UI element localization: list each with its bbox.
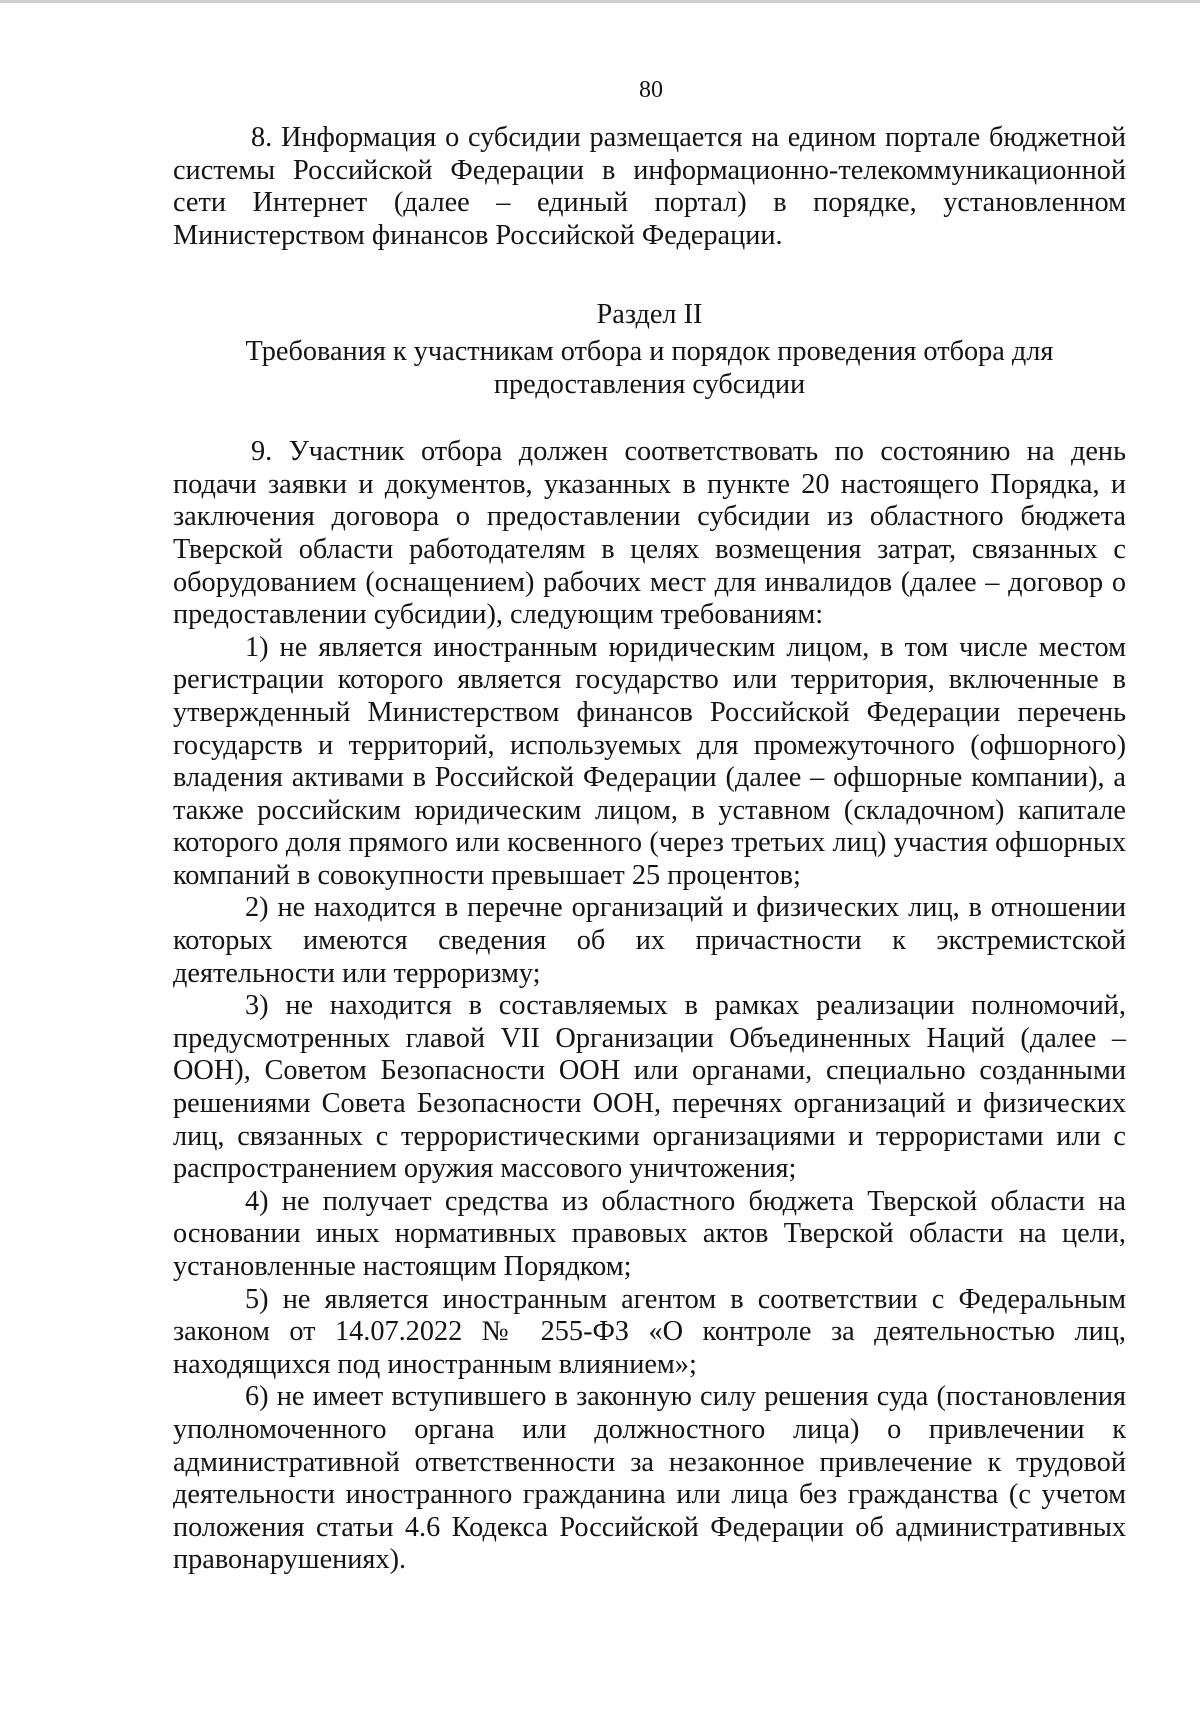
- requirement-item-2: 2) не находится в перечне организаций и физических лиц, в отношении которых имеются сведения об их причастности к экстремистской деятельности или терроризму;: [173, 892, 1126, 989]
- page-number: 80: [639, 77, 663, 103]
- scan-edge-line: [0, 0, 1200, 3]
- paragraph-9: 9. Участник отбора должен соответствовать по состоянию на день подачи заявки и документов, указанных в пункте 20 настоящего Порядка, и заключения договора о предоставлении субсидии из областного бюджета Тверской области работодателям в целях возмещения затрат, связанных с оборудованием (оснащением) рабочих мест для инвалидов (далее – договор о предоставлении субсидии), следующим требованиям:: [173, 436, 1126, 631]
- section-heading: [173, 299, 1126, 401]
- section-label: Раздел II: [596, 299, 703, 331]
- paragraph-8: 8. Информация о субсидии размещается на едином портале бюджетной системы Российской Федерации в информационно-телекоммуникационной сети Интернет (далее – единый портал) в порядке, установленном Министерством финансов Российской Федерации.: [173, 122, 1126, 251]
- requirement-item-5: 5) не является иностранным агентом в соответствии с Федеральным законом от 14.07.2022 № 255-ФЗ «О контроле за деятельностью лиц, находящихся под иностранным влиянием»;: [173, 1283, 1126, 1380]
- requirement-item-1: 1) не является иностранным юридическим лицом, в том числе местом регистрации которого является государство или территория, включенные в утвержденный Министерством финансов Российской Федерации перечень государств и территорий, используемых для промежуточного (офшорного) владения активами в Российской Федерации (далее – офшорные компании), а также российским юридическим лицом, в уставном (складочном) капитале которого доля прямого или косвенного (через третьих лиц) участия офшорных компаний в совокупности превышает 25 процентов;: [173, 631, 1126, 891]
- document-body: [173, 122, 1126, 1577]
- requirement-item-6: 6) не имеет вступившего в законную силу решения суда (постановления уполномоченного органа или должностного лица) о привлечении к административной ответственности за незаконное привлечение к трудовой деятельности иностранного гражданина или лица без гражданства (с учетом положения статьи 4.6 Кодекса Российской Федерации об административных правонарушениях).: [173, 1381, 1126, 1576]
- section-title: Требования к участникам отбора и порядок проведения отбора для предоставления субсидии: [245, 335, 1054, 400]
- requirement-item-3: 3) не находится в составляемых в рамках реализации полномочий, предусмотренных главой VII Организации Объединенных Наций (далее – ООН), Советом Безопасности ООН или органами, специально созданными решениями Совета Безопасности ООН, перечнях организаций и физических лиц, связанных с террористическими организациями и террористами или с распространением оружия массового уничтожения;: [173, 990, 1126, 1185]
- requirement-item-4: 4) не получает средства из областного бюджета Тверской области на основании иных нормативных правовых актов Тверской области на цели, установленные настоящим Порядком;: [173, 1185, 1126, 1282]
